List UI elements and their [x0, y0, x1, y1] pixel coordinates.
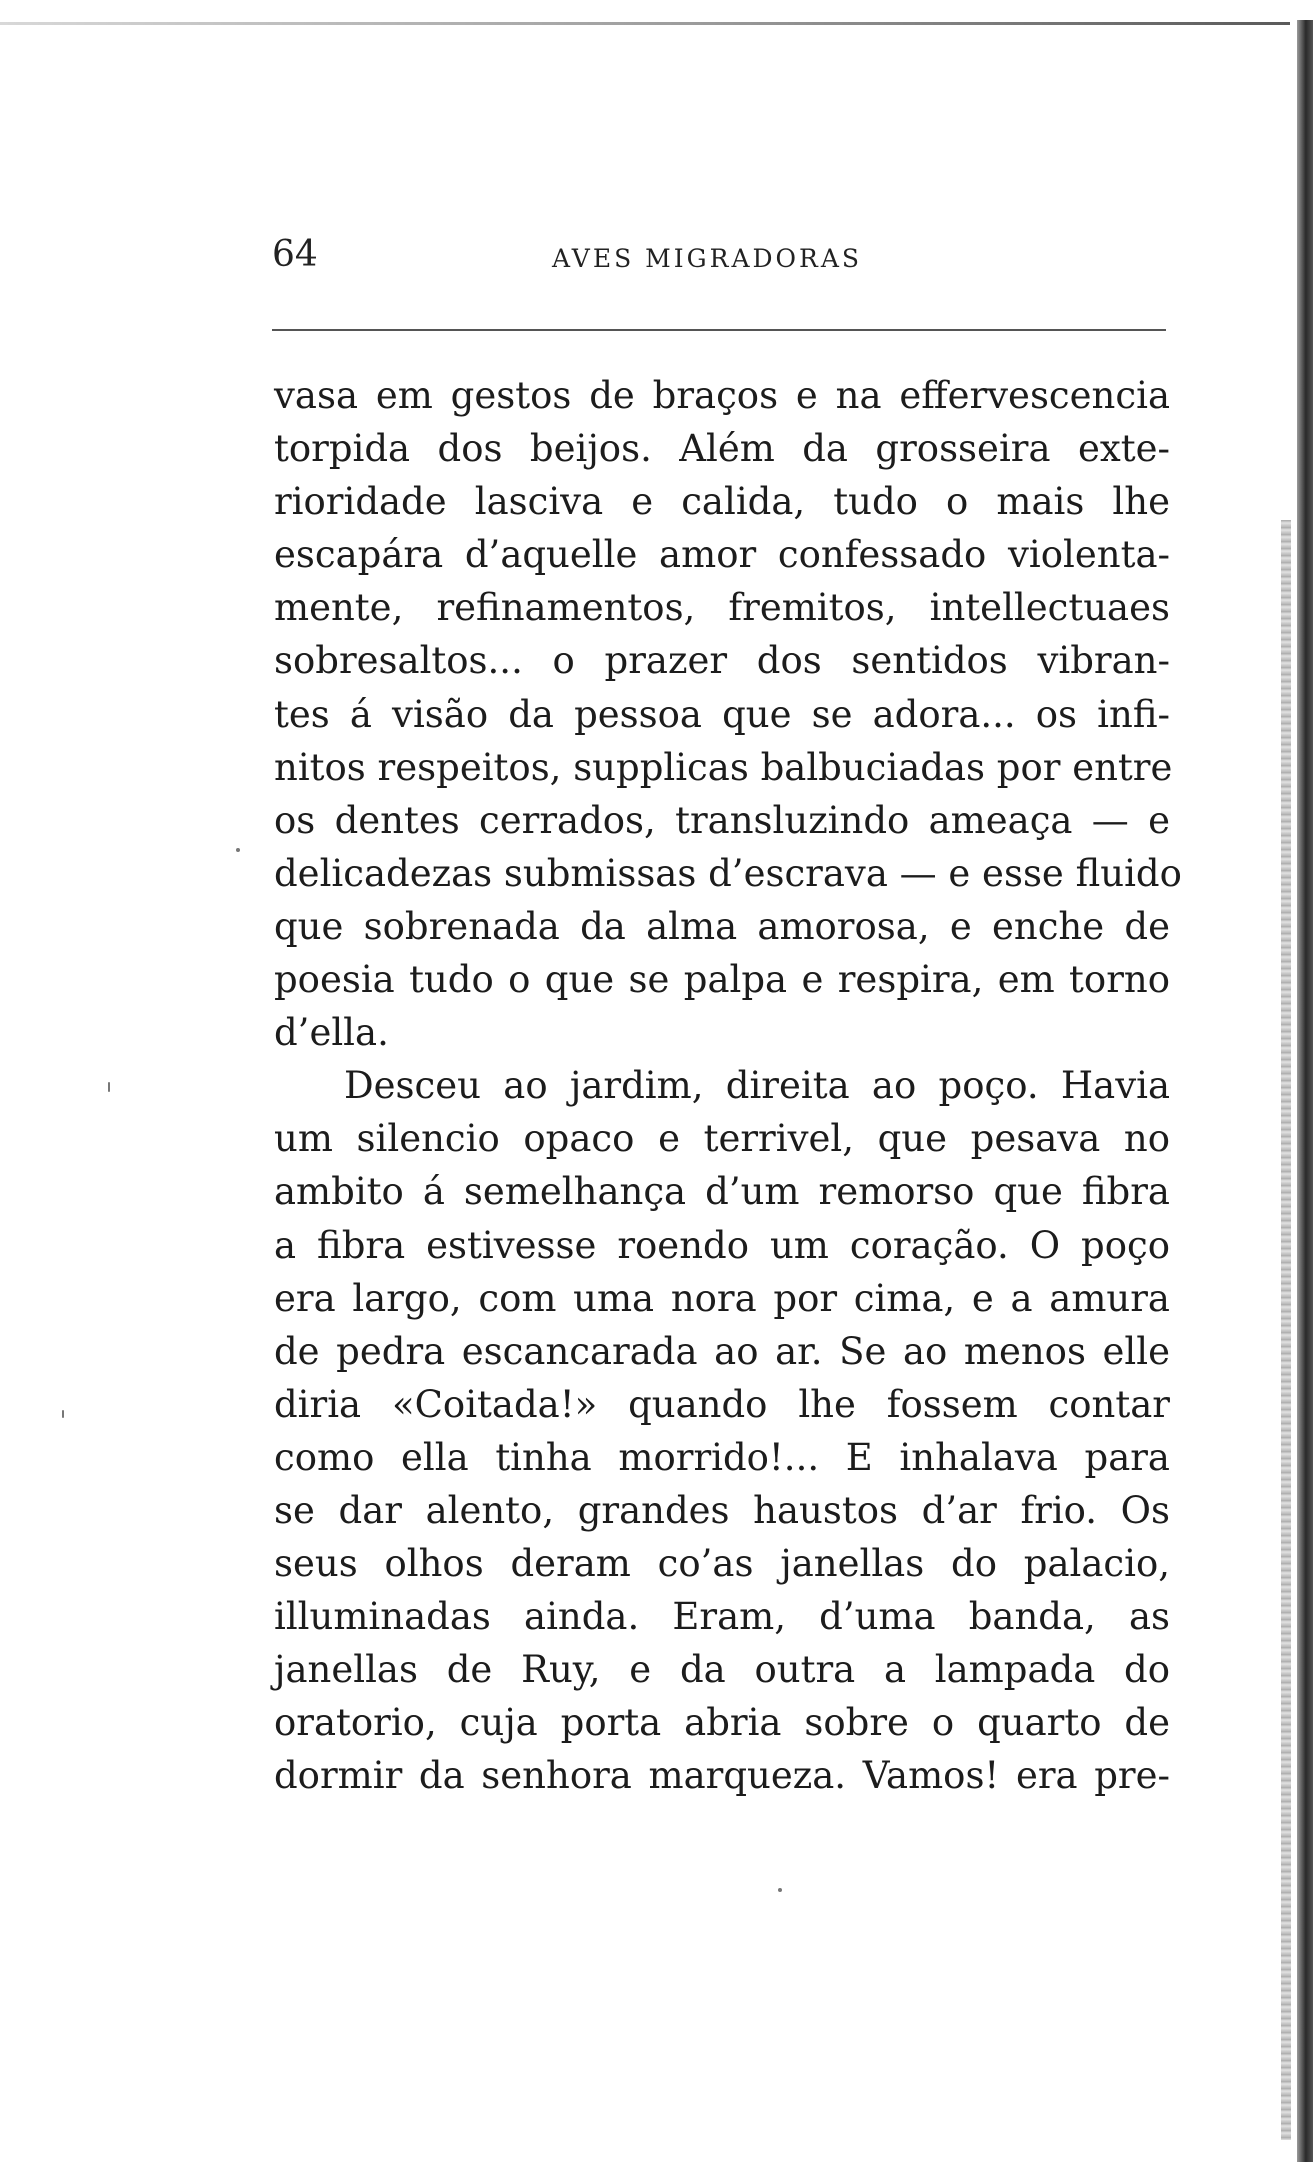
paper-speck: [236, 848, 240, 852]
text-line: como ella tinha morrido!... E inhalava para: [274, 1435, 1170, 1479]
page-top-edge: [0, 22, 1290, 25]
text-line: a fibra estivesse roendo um coração. O poço: [274, 1223, 1170, 1267]
book-spine-edge: [1297, 20, 1313, 2162]
text-line: rioridade lasciva e calida, tudo o mais lhe: [274, 480, 1170, 524]
text-line: ambito á semelhança d’um remorso que fibra: [274, 1170, 1170, 1214]
paper-speck: [62, 1410, 64, 1418]
text-line: oratorio, cuja porta abria sobre o quarto de: [274, 1701, 1170, 1745]
text-line: seus olhos deram co’as janellas do palacio,: [274, 1542, 1170, 1586]
text-line: sobresaltos... o prazer dos sentidos vibran-: [274, 639, 1170, 683]
body-text: [274, 369, 1182, 1803]
text-line: era largo, com uma nora por cima, e a amura: [274, 1276, 1170, 1320]
text-line: escapára d’aquelle amor confessado violenta-: [274, 533, 1170, 577]
text-line: de pedra escancarada ao ar. Se ao menos elle: [274, 1329, 1170, 1373]
paper-speck: [108, 1082, 110, 1092]
text-line: delicadezas submissas d’escrava — e esse fluido: [274, 851, 1182, 895]
text-line: poesia tudo o que se palpa e respira, em torno: [274, 958, 1170, 1002]
text-line: janellas de Ruy, e da outra a lampada do: [274, 1648, 1170, 1692]
text-line: tes á visão da pessoa que se adora... os infi-: [274, 692, 1170, 736]
text-line: torpida dos beijos. Além da grosseira exte-: [274, 427, 1170, 471]
text-line: diria «Coitada!» quando lhe fossem contar: [274, 1382, 1170, 1426]
running-header: [272, 230, 1166, 286]
book-gutter-shadow: [1281, 520, 1291, 2140]
running-title: AVES MIGRADORAS: [552, 244, 863, 273]
header-rule: [272, 329, 1166, 331]
text-line: os dentes cerrados, transluzindo ameaça — e: [274, 798, 1170, 842]
page-number: 64: [272, 234, 318, 275]
text-line: mente, refinamentos, fremitos, intellectuaes: [274, 586, 1170, 630]
text-line: nitos respeitos, supplicas balbuciadas por entre: [274, 745, 1173, 789]
text-line: um silencio opaco e terrivel, que pesava no: [274, 1117, 1170, 1161]
paper-speck: [778, 1888, 782, 1892]
text-line: se dar alento, grandes haustos d’ar frio. Os: [274, 1488, 1170, 1532]
text-line: que sobrenada da alma amorosa, e enche de: [274, 904, 1170, 948]
paragraph-first-line: Desceu ao jardim, direita ao poço. Havia: [344, 1064, 1170, 1108]
text-line: dormir da senhora marqueza. Vamos! era pre-: [274, 1754, 1170, 1798]
text-line: illuminadas ainda. Eram, d’uma banda, as: [274, 1595, 1170, 1639]
text-line: vasa em gestos de braços e na effervescencia: [274, 374, 1170, 417]
text-line: d’ella.: [274, 1011, 389, 1055]
